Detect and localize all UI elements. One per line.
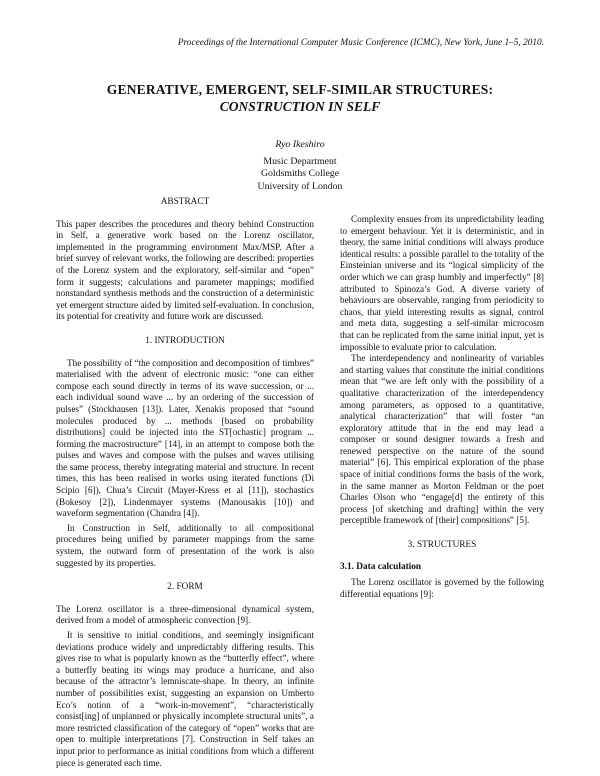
right-column bbox=[340, 214, 544, 600]
structures-heading: 3. STRUCTURES bbox=[407, 540, 477, 551]
body-paragraph: The interdependency and nonlinearity of variables and starting values that constitute the initial conditions mean that “we are left only with the possibility of a qualitative characterization of the interdependency among parameters, as opposed to a quantitative, analytical characterization” that will foster “an exploratory attitude that in the end may lead a composer or sound designer towards a fresh and renewed perspective on the nature of the sound material” [6]. This empirical exploration of the phase space of initial conditions forms the basis of the work, in the same manner as Morton Feldman or the poet Charles Olson who “engage[d] the entirety of this process [of sketching and drafting] within the very perceptible framework of [their] compositions” [5]. bbox=[340, 353, 544, 526]
data-calculation-heading: 3.1. Data calculation bbox=[340, 561, 422, 572]
affiliation-line: Music Department bbox=[263, 155, 337, 167]
body-paragraph: The possibility of “the composition and decomposition of timbres” materialised with the advent of electronic music: “one can either compose each sound directly in terms of its wave succession, or ... each individual sound wave ... by an ordering of the succession of pulses” (Stockhausen [13]). Later, Xenakis proposed that “sound molecules produced by ... methods [based on probability distributions] could be injected into the ST[ochastic] program ... forming the macrostructure” [14], in an attempt to compose both the pulses and waves and compose with the pulses and waves utilising the same process, thereby integrating material and structure. In recent times, this has been realised in works using iterated functions (Di Scipio [6]), Chua’s Circuit (Mayer-Kress et al [11]), stochastics (Bokesoy [2]), Lindenmayer systems (Manousakis [10]) and waveform segmentation (Chandra [4]). bbox=[56, 357, 314, 519]
form-heading: 2. FORM bbox=[167, 582, 203, 593]
body-paragraph: It is sensitive to initial conditions, and seemingly insignificant deviations produce widely and unpredictably differing results. This gives rise to what is popularly known as the “butterfly effect”, where a butterfly beating its wings may produce a hurricane, and also because of the attractor’s lemniscate-shape. In theory, an infinite number of possibilities exist, suggesting an expansion on Umberto Eco’s notion of a “work-in-movement”, “characteristically consist[ing] of unplanned or physically incomplete structural units”, a more restricted classification of the category of “open” works that are open to multiple interpretations [7]. Construction in Self takes an input prior to performance as initial conditions from which a different piece is generated each time. bbox=[56, 630, 314, 768]
author-block bbox=[0, 139, 600, 193]
affiliation-line: University of London bbox=[257, 180, 343, 192]
title-block bbox=[0, 82, 600, 115]
author-name: Ryo Ikeshiro bbox=[275, 139, 325, 150]
paper-subtitle: CONSTRUCTION IN SELF bbox=[219, 99, 381, 114]
paper-title: GENERATIVE, EMERGENT, SELF-SIMILAR STRUCTURES: bbox=[106, 82, 494, 97]
abstract-heading: ABSTRACT bbox=[160, 197, 210, 207]
affiliation-line: Goldsmiths College bbox=[260, 168, 340, 180]
introduction-heading: 1. INTRODUCTION bbox=[145, 335, 225, 346]
body-paragraph: The Lorenz oscillator is a three-dimensional dynamical system, derived from a model of atmospheric convection [9]. bbox=[56, 603, 314, 626]
abstract-paragraph: This paper describes the procedures and theory behind Construction in Self, a generative work based on the Lorenz oscillator, implemented in the programming environment Max/MSP. After a brief survey of relevant works, the following are described: properties of the Lorenz system and the exploratory, self-similar and “open” form it suggests; calculations and parameter mappings; modified nonstandard synthesis methods and the construction of a deterministic yet emergent structure aided by limited self-evaluation. In conclusion, its potential for creativity and future work are discussed. bbox=[56, 218, 314, 322]
body-paragraph: The Lorenz oscillator is governed by the following differential equations [9]: bbox=[340, 577, 544, 599]
running-head: Proceedings of the International Computer Music Conference (ICMC), New York, June 1–5, 2010. bbox=[177, 38, 544, 48]
body-paragraph: In Construction in Self, additionally to all compositional procedures being unified by parameter mappings from the same system, the outward form of presentation of the work is also suggested by its properties. bbox=[56, 522, 314, 568]
body-paragraph: Complexity ensues from its unpredictability leading to emergent behaviour. Yet it is deterministic, and in theory, the same initial conditions will always produce identical results: a possible parallel to the totality of the Einsteinian universe and its “logical simplicity of the order which we can grasp humbly and imperfectly” [8] attributed to Spinoza’s God. A diverse variety of behaviours are observable, ranging from periodicity to chaos, that yield interesting results as signal, control and meta data, suggesting a self-similar microcosm that can be replicated from the same initial input, yet is impossible to evaluate prior to calculation. bbox=[340, 214, 544, 352]
left-column bbox=[56, 197, 314, 769]
